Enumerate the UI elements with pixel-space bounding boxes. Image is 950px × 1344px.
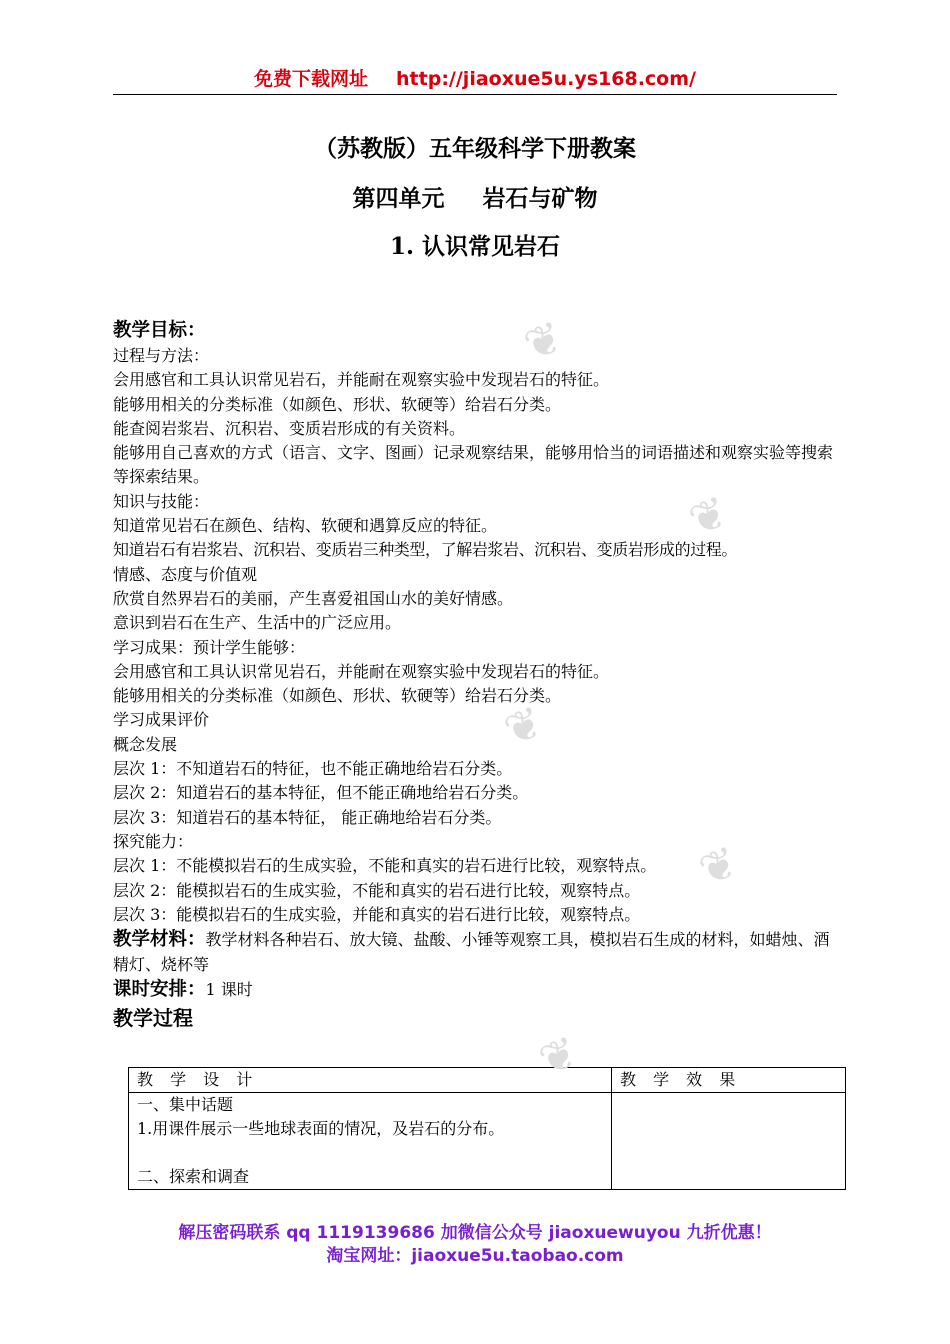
effect-cell (612, 1093, 846, 1190)
objective-line: 层次 2：能模拟岩石的生成实验，不能和真实的岩石进行比较，观察特点。 (113, 880, 641, 900)
materials-text: 教学材料各种岩石、放大镜、盐酸、小锤等观察工具，模拟岩石生成的材料，如蜡烛、酒精灯、烧杯等 (113, 930, 830, 975)
col-design-header: 教 学 设 计 (129, 1068, 612, 1093)
document-title: （苏教版）五年级科学下册教案 (314, 135, 636, 162)
objective-line: 欣赏自然界岩石的美丽，产生喜爱祖国山水的美好情感。 (113, 588, 514, 608)
leaf-icon: ❦ (497, 696, 551, 758)
objective-line: 概念发展 (113, 734, 178, 754)
unit-number: 第四单元 (352, 185, 445, 212)
objectives-heading: 教学目标： (113, 320, 206, 341)
table-row (129, 1093, 846, 1190)
objective-line: 层次 3：知道岩石的基本特征， 能正确地给岩石分类。 (113, 807, 502, 827)
objective-line: 知道岩石有岩浆岩、沉积岩、变质岩三种类型，了解岩浆岩、沉积岩、变质岩形成的过程。 (113, 540, 738, 560)
materials-heading: 教学材料： (113, 929, 206, 951)
objective-line: 会用感官和工具认识常见岩石，并能耐在观察实验中发现岩石的特征。 (113, 370, 610, 390)
process-table (128, 1067, 846, 1190)
objective-line: 过程与方法： (113, 346, 210, 365)
design-line (137, 1141, 603, 1165)
objective-line: 学习成果：预计学生能够： (113, 637, 306, 657)
header-label: 免费下载网址 (254, 68, 369, 90)
objective-line: 能够用相关的分类标准（如颜色、形状、软硬等）给岩石分类。 (113, 686, 562, 706)
schedule-line (113, 977, 843, 1003)
objective-line: 学习成果评价 (113, 710, 210, 730)
objective-line: 能够用自己喜欢的方式（语言、文字、图画）记录观察结果，能够用恰当的词语描述和观察实验等搜索等探索结果。 (113, 443, 834, 487)
table-header-row (129, 1068, 846, 1093)
process-heading: 教学过程 (113, 1006, 193, 1031)
objective-line: 会用感官和工具认识常见岩石，并能耐在观察实验中发现岩石的特征。 (113, 661, 610, 681)
page-header (113, 64, 837, 95)
schedule-heading: 课时安排： (113, 979, 206, 1001)
unit-name: 岩石与矿物 (482, 185, 598, 212)
objective-line: 层次 3：能模拟岩石的生成实验，并能和真实的岩石进行比较，观察特点。 (113, 904, 641, 924)
design-line: 一、集中话题 (137, 1095, 234, 1114)
lesson-title: 1. 认识常见岩石 (389, 233, 561, 260)
leaf-icon: ❦ (692, 836, 746, 898)
objective-line: 知道常见岩石在颜色、结构、软硬和遇算反应的特征。 (113, 516, 498, 536)
document-body (113, 318, 843, 1033)
materials-block (113, 927, 843, 977)
objective-line: 意识到岩石在生产、生活中的广泛应用。 (113, 613, 402, 633)
unit-title (113, 180, 837, 213)
objective-line: 层次 1：不能模拟岩石的生成实验，不能和真实的岩石进行比较，观察特点。 (113, 856, 657, 876)
objective-line: 知识与技能： (113, 491, 210, 511)
objective-line: 层次 2：知道岩石的基本特征，但不能正确地给岩石分类。 (113, 783, 529, 803)
leaf-icon: ❦ (532, 1026, 586, 1088)
leaf-icon: ❦ (682, 486, 736, 548)
design-line: 二、探索和调查 (137, 1167, 250, 1186)
design-line: 1.用课件展示一些地球表面的情况，及岩石的分布。 (137, 1119, 505, 1138)
objective-line: 能查阅岩浆岩、沉积岩、变质岩形成的有关资料。 (113, 418, 466, 438)
header-url-link[interactable]: http://jiaoxue5u.ys168.com/ (396, 68, 696, 90)
col-effect-header: 教 学 效 果 (612, 1068, 846, 1093)
leaf-icon: ❦ (517, 311, 571, 373)
objective-line: 层次 1：不知道岩石的特征，也不能正确地给岩石分类。 (113, 759, 513, 779)
schedule-text: 1 课时 (205, 980, 253, 1000)
footer-shop-link[interactable]: 淘宝网址：jiaoxue5u.taobao.com (326, 1246, 624, 1266)
design-cell (129, 1093, 612, 1190)
footer-contact: 解压密码联系 qq 1119139686 加微信公众号 jiaoxuewuyou 九折优惠！ (178, 1223, 772, 1243)
objective-line: 能够用相关的分类标准（如颜色、形状、软硬等）给岩石分类。 (113, 394, 562, 414)
objective-line: 探究能力： (113, 831, 194, 851)
objective-line: 情感、态度与价值观 (113, 564, 258, 584)
